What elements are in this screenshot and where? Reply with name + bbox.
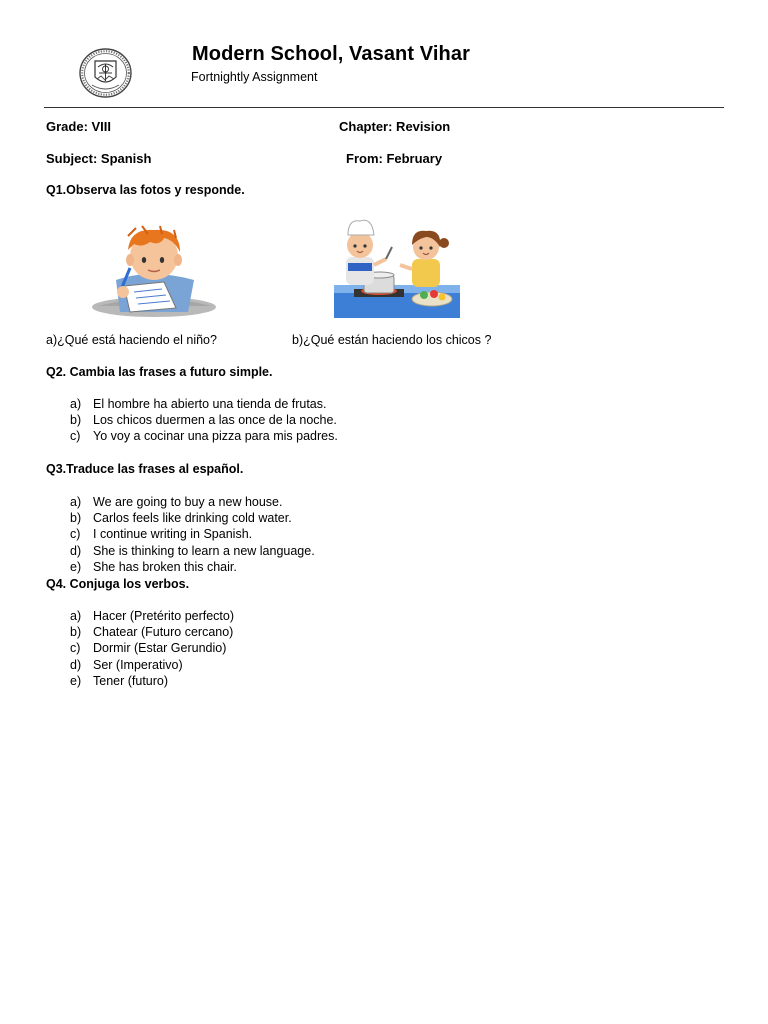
item-letter: e) xyxy=(70,559,82,574)
school-seal-logo xyxy=(78,47,133,99)
item-letter: d) xyxy=(70,657,82,672)
item-letter: c) xyxy=(70,527,81,542)
item-text: Chatear (Futuro cercano) xyxy=(93,625,234,640)
chapter-label: Chapter: Revision xyxy=(339,119,451,134)
question-2-list xyxy=(70,396,338,445)
item-letter: c) xyxy=(70,641,81,656)
item-text: Ser (Imperativo) xyxy=(93,657,183,672)
item-letter: b) xyxy=(70,511,82,526)
item-letter: e) xyxy=(70,673,82,688)
header-divider xyxy=(44,107,724,108)
item-text: Carlos feels like drinking cold water. xyxy=(93,511,292,526)
boy-writing-image xyxy=(90,222,218,320)
item-letter: b) xyxy=(70,413,82,428)
item-text: Yo voy a cocinar una pizza para mis padres. xyxy=(93,429,338,444)
question-4-title: Q4. Conjuga los verbos. xyxy=(46,577,190,591)
item-letter: a) xyxy=(70,397,82,411)
list-item xyxy=(70,608,234,624)
list-item xyxy=(70,543,315,559)
question-1-caption-a: a)¿Qué está haciendo el niño? xyxy=(46,333,217,347)
from-label: From: February xyxy=(346,151,443,166)
grade-label: Grade: VIII xyxy=(46,119,112,134)
question-2-title: Q2. Cambia las frases a futuro simple. xyxy=(46,365,273,379)
list-item xyxy=(70,657,234,673)
list-item xyxy=(70,396,338,412)
kids-cooking-image xyxy=(334,213,460,318)
subject-label: Subject: Spanish xyxy=(46,151,152,166)
question-4-list xyxy=(70,608,234,689)
item-text: El hombre ha abierto una tienda de frutas. xyxy=(93,397,327,411)
list-item xyxy=(70,428,338,444)
item-letter: b) xyxy=(70,625,82,640)
item-text: I continue writing in Spanish. xyxy=(93,527,253,542)
question-1-caption-b: b)¿Qué están haciendo los chicos ? xyxy=(292,333,492,347)
question-1-title: Q1.Observa las fotos y responde. xyxy=(46,183,245,197)
item-text: Hacer (Pretérito perfecto) xyxy=(93,609,235,623)
item-text: She is thinking to learn a new language. xyxy=(93,543,315,558)
item-letter: a) xyxy=(70,495,82,509)
list-item xyxy=(70,510,315,526)
item-text: Dormir (Estar Gerundio) xyxy=(93,641,227,656)
item-text: She has broken this chair. xyxy=(93,559,237,574)
item-letter: d) xyxy=(70,543,82,558)
question-3-list xyxy=(70,494,315,575)
list-item xyxy=(70,559,315,575)
list-item xyxy=(70,526,315,542)
question-3-title: Q3.Traduce las frases al español. xyxy=(46,462,244,476)
school-name: Modern School, Vasant Vihar xyxy=(192,43,470,65)
item-text: Los chicos duermen a las once de la noche. xyxy=(93,413,337,428)
list-item xyxy=(70,412,338,428)
list-item xyxy=(70,673,234,689)
item-letter: c) xyxy=(70,429,81,444)
item-text: We are going to buy a new house. xyxy=(93,495,283,509)
item-text: Tener (futuro) xyxy=(93,673,169,688)
list-item xyxy=(70,640,234,656)
item-letter: a) xyxy=(70,609,82,623)
list-item xyxy=(70,494,315,510)
assignment-subtitle: Fortnightly Assignment xyxy=(191,70,318,84)
list-item xyxy=(70,624,234,640)
